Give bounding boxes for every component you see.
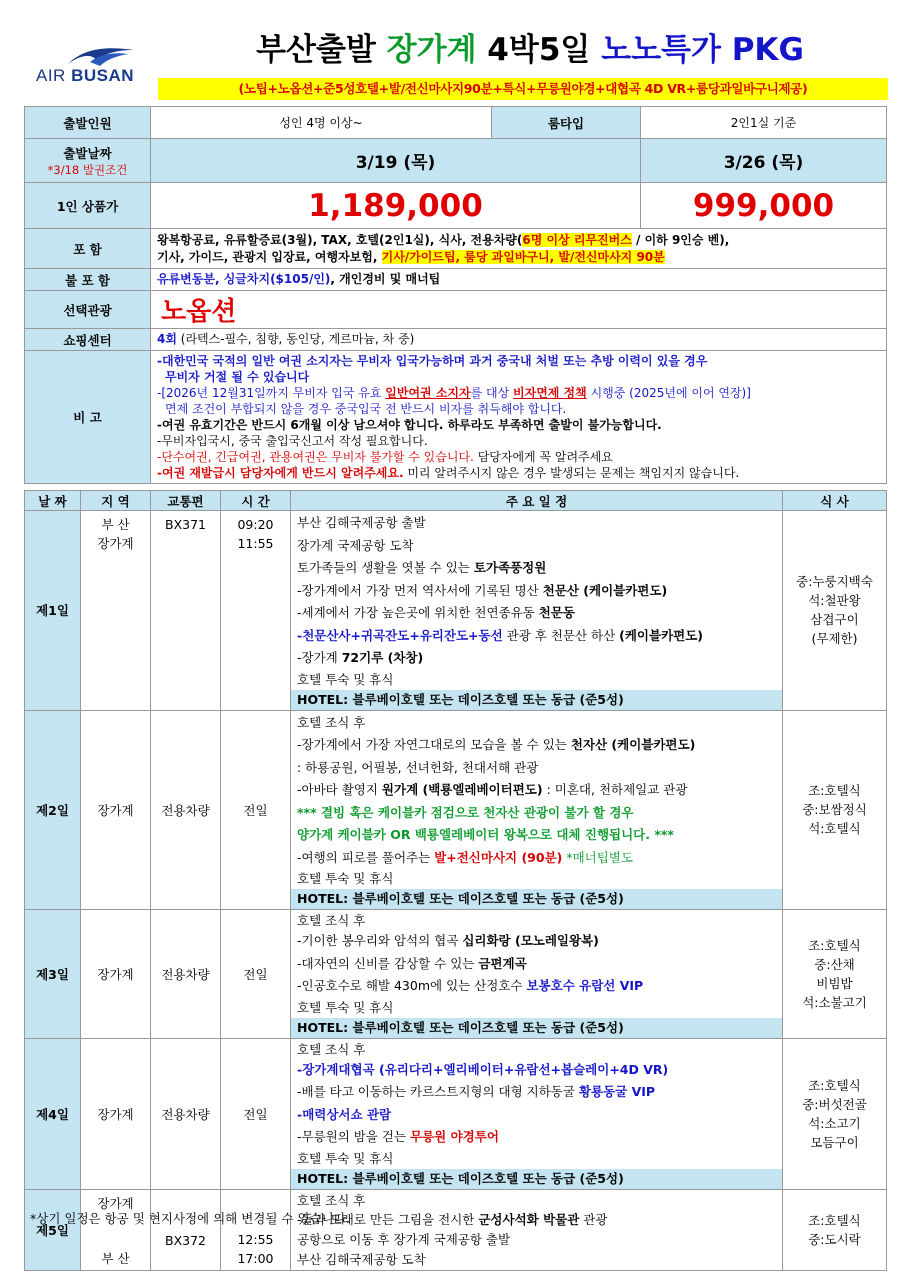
- day-row-3: [25, 910, 887, 1039]
- col-header-time: 시 간: [221, 491, 291, 511]
- day-meals: 조:호텔식 중:산채 비빔밥 석:소불고기: [783, 910, 887, 1039]
- day-row-2: [25, 710, 887, 910]
- day-time: 09:20 11:55: [221, 511, 291, 711]
- day-time: 12:55 17:00: [221, 1189, 291, 1270]
- day-transport: 전용차량: [151, 710, 221, 910]
- day-transport: 전용차량: [151, 1038, 221, 1189]
- day-region: 장가계 부 산: [81, 1189, 151, 1270]
- shop-label: 쇼핑센터: [25, 329, 151, 351]
- departure-date-1: 3/19 (목): [151, 139, 641, 183]
- hotel-line: HOTEL: 블루베이호텔 또는 데이즈호텔 또는 동급 (준5성): [291, 1169, 782, 1189]
- info-table: [24, 106, 887, 484]
- subtitle-banner: (노팁+노옵션+준5성호텔+발/전신마사지90분+특식+무릉원야경+대협곡 4D VR+룸당과일바구니제공): [158, 78, 888, 100]
- price-label: 1인 상품가: [25, 183, 151, 229]
- day-region: 장가계: [81, 910, 151, 1039]
- info-row-price: [25, 183, 887, 229]
- day-itinerary: 부산 김해국제공항 출발 장가계 국제공항 도착 토가족들의 생활을 엿볼 수 있는 토가족풍정원 -장가계에서 가장 먼저 역사서에 기록된 명산 천문산 (케이블카편도) -세계에서 가장 높은곳에 위치한 천연종유동 천문동 -천문산사+귀곡잔도+유리잔도+동선 관광 후 천문산 하산 (케이블카편도) -장가계 72기루 (차창) 호텔 투숙 및 휴식 HOTEL: 블루베이호텔 또는 데이즈호텔 또는 동급 (준5성): [291, 511, 783, 711]
- day-region: 장가계: [81, 710, 151, 910]
- people-label: 출발인원: [25, 107, 151, 139]
- date-label: 출발날짜 *3/18 발권조건: [25, 139, 151, 183]
- day-region: 장가계: [81, 1038, 151, 1189]
- col-header-itinerary: 주 요 일 정: [291, 491, 783, 511]
- day-transport: BX372: [151, 1189, 221, 1270]
- day-meals: 조:호텔식 중:도시락: [783, 1189, 887, 1270]
- hotel-line: HOTEL: 블루베이호텔 또는 데이즈호텔 또는 동급 (준5성): [291, 690, 782, 710]
- day-itinerary: 호텔 조식 후 -장가계에서 가장 자연그대로의 모습을 볼 수 있는 천자산 (케이블카편도) : 하룡공원, 어필봉, 선녀헌화, 천대서해 관광 -아바타 촬영지 원가계 (백룡엘레베이터편도) : 미혼대, 천하제일교 관광 *** 결빙 혹은 케이블카 점검으로 천자산 관광이 불가 할 경우 양가계 케이블카 OR 백룡엘레베이터 왕복으로 대체 진행됩니다. *** -여행의 피로를 풀어주는 발+전신마사지 (90분) *매너팁별도 호텔 투숙 및 휴식 HOTEL: 블루베이호텔 또는 데이즈호텔 또는 동급 (준5성): [291, 710, 783, 910]
- day-transport: 전용차량: [151, 910, 221, 1039]
- info-row-option: [25, 291, 887, 329]
- air-busan-logo: AIR BUSAN: [36, 44, 146, 88]
- schedule-table: [24, 490, 887, 1271]
- bird-logo-icon: [66, 44, 136, 68]
- room-label: 룸타입: [492, 107, 641, 139]
- day-row-4: [25, 1038, 887, 1189]
- day-label: 제3일: [25, 910, 81, 1039]
- notes-value: -대한민국 국적의 일반 여권 소지자는 무비자 입국가능하며 과거 중국내 처벌 또는 추방 이력이 있을 경우 무비자 거절 될 수 있습니다 -[2026년 12월31일까지 무비자 입국 유효 일반여권 소지자를 대상 비자면제 정책 시행중 (2025년에 이어 연장)] 면제 조건이 부합되지 않을 경우 중국입국 전 반드시 비자를 취득해야 합니다. -여권 유효기간은 반드시 6개월 이상 남으셔야 합니다. 하루라도 부족하면 출발이 불가능합니다. -무비자입국시, 중국 출입국신고서 작성 필요합니다. -단수여권, 긴급여권, 관용여권은 무비자 불가할 수 있습니다. 담당자에게 꼭 알려주세요 -여권 재발급시 담당자에게 반드시 알려주세요. 미리 알려주시지 않은 경우 발생되는 문제는 책임지지 않습니다.: [151, 351, 887, 484]
- day-meals: 중:누룽지백숙 석:철판왕 삼겹구이 (무제한): [783, 511, 887, 711]
- day-itinerary: 호텔 조식 후 -장가계대협곡 (유리다리+엘리베이터+유람선+봅슬레이+4D VR) -배를 타고 이동하는 카르스트지형의 대형 지하동굴 황룡동굴 VIP -매력상서쇼 관람 -무릉원의 밤을 걷는 무릉원 야경투어 호텔 투숙 및 휴식 HOTEL: 블루베이호텔 또는 데이즈호텔 또는 동급 (준5성): [291, 1038, 783, 1189]
- hotel-line: HOTEL: 블루베이호텔 또는 데이즈호텔 또는 동급 (준5성): [291, 889, 782, 909]
- day-row-5: [25, 1189, 887, 1270]
- col-header-transport: 교통편: [151, 491, 221, 511]
- shop-value: 4회 (라텍스-필수, 침향, 동인당, 게르마늄, 차 중): [151, 329, 887, 351]
- info-row-date: [25, 139, 887, 183]
- day-time: 전일: [221, 710, 291, 910]
- include-label: 포 함: [25, 229, 151, 269]
- option-label: 선택관광: [25, 291, 151, 329]
- info-row-exclude: [25, 269, 887, 291]
- day-label: 제2일: [25, 710, 81, 910]
- day-time: 전일: [221, 910, 291, 1039]
- col-header-meals: 식 사: [783, 491, 887, 511]
- info-row-notes: [25, 351, 887, 484]
- day-meals: 조:호텔식 중:보쌈정식 석:호텔식: [783, 710, 887, 910]
- schedule-header-row: [25, 491, 887, 511]
- header: [0, 0, 905, 108]
- day-label: 제1일: [25, 511, 81, 711]
- exclude-value: 유류변동분, 싱글차지($105/인), 개인경비 및 매너팁: [151, 269, 887, 291]
- info-row-shop: [25, 329, 887, 351]
- notes-label: 비 고: [25, 351, 151, 484]
- page-title: 부산출발 장가계 4박5일 노노특가 PKG: [256, 32, 804, 68]
- day-label: 제5일: [25, 1189, 81, 1270]
- day-label: 제4일: [25, 1038, 81, 1189]
- price-2: 999,000: [641, 183, 887, 229]
- day-time: 전일: [221, 1038, 291, 1189]
- option-value: 노옵션: [151, 291, 887, 329]
- departure-date-2: 3/26 (목): [641, 139, 887, 183]
- hotel-line: HOTEL: 블루베이호텔 또는 데이즈호텔 또는 동급 (준5성): [291, 1018, 782, 1038]
- footer-note: *상기 일정은 항공 및 현지사정에 의해 변경될 수 있습니다.: [30, 1211, 350, 1226]
- day-region: 부 산 장가계: [81, 511, 151, 711]
- day-itinerary: 호텔 조식 후 -기이한 봉우리와 암석의 협곡 십리화랑 (모노레일왕복) -대자연의 신비를 감상할 수 있는 금편계곡 -인공호수로 해발 430m에 있는 산정호수 보봉호수 유람선 VIP 호텔 투숙 및 휴식 HOTEL: 블루베이호텔 또는 데이즈호텔 또는 동급 (준5성): [291, 910, 783, 1039]
- col-header-region: 지 역: [81, 491, 151, 511]
- room-value: 2인1실 기준: [641, 107, 887, 139]
- price-1: 1,189,000: [151, 183, 641, 229]
- day-row-1: [25, 511, 887, 711]
- col-header-date: 날 짜: [25, 491, 81, 511]
- day-transport: BX371: [151, 511, 221, 711]
- day-itinerary: 호텔 조식 후 -돌과 모래로 만든 그림을 전시한 군성사석화 박물관 관광 공항으로 이동 후 장가계 국제공항 출발 부산 김해국제공항 도착: [291, 1189, 783, 1270]
- day-meals: 조:호텔식 중:버섯전골 석:소고기 모듬구이: [783, 1038, 887, 1189]
- info-row-people: [25, 107, 887, 139]
- info-row-include: [25, 229, 887, 269]
- include-value: 왕복항공료, 유류할증료(3월), TAX, 호텔(2인1실), 식사, 전용차량(6명 이상 리무진버스 / 이하 9인승 벤), 기사, 가이드, 관광지 입장료, 여행자보험, 기사/가이드팁, 룸당 과일바구니, 발/전신마사지 90분: [151, 229, 887, 269]
- exclude-label: 불 포 함: [25, 269, 151, 291]
- people-value: 성인 4명 이상~: [151, 107, 492, 139]
